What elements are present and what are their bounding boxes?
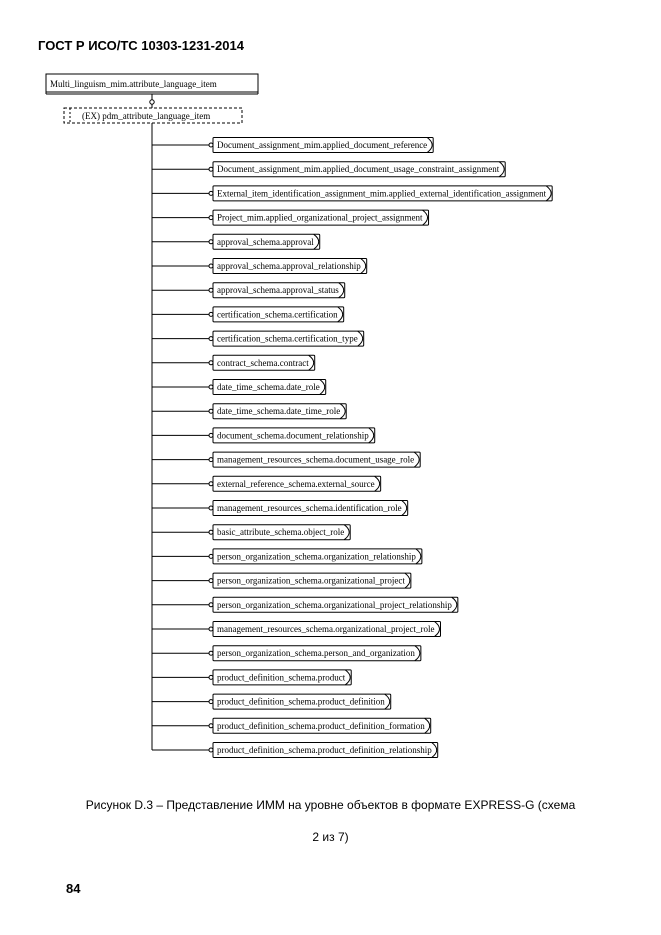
- item-label: person_organization_schema.organizational_project_relationship: [217, 599, 452, 610]
- select-item: [152, 234, 320, 249]
- select-item: [152, 573, 411, 588]
- item-label: basic_attribute_schema.object_role: [217, 527, 345, 538]
- item-label: date_time_schema.date_role: [217, 382, 320, 392]
- item-connector-circle: [209, 191, 213, 195]
- item-connector-circle: [209, 603, 213, 607]
- item-connector-circle: [209, 385, 213, 389]
- item-connector-circle: [209, 627, 213, 631]
- select-item: [152, 501, 408, 516]
- item-label: approval_schema.approval: [217, 236, 314, 247]
- select-item: [152, 307, 344, 322]
- item-label: certification_schema.certification: [217, 309, 338, 320]
- item-connector-circle: [209, 433, 213, 437]
- item-label: person_organization_schema.person_and_organization: [217, 648, 415, 659]
- select-item: [152, 210, 429, 225]
- select-item: [152, 283, 345, 298]
- select-item: [152, 331, 364, 346]
- select-item: [152, 404, 346, 419]
- item-connector-circle: [209, 143, 213, 147]
- item-label: management_resources_schema.identification_role: [217, 503, 402, 513]
- item-connector-circle: [209, 530, 213, 534]
- page-number: 84: [66, 881, 81, 896]
- item-label: date_time_schema.date_time_role: [217, 406, 341, 417]
- select-item: [152, 428, 375, 443]
- item-connector-circle: [209, 579, 213, 583]
- select-item: [152, 622, 441, 637]
- item-label: Document_assignment_mim.applied_document_reference: [217, 140, 428, 150]
- item-connector-circle: [209, 651, 213, 655]
- select-item: [152, 743, 438, 758]
- item-label: document_schema.document_relationship: [217, 430, 369, 441]
- item-connector-circle: [209, 167, 213, 171]
- select-item: [152, 452, 420, 467]
- item-label: management_resources_schema.organizational_project_role: [217, 624, 435, 634]
- root-entity-label: Multi_linguism_mim.attribute_language_item: [50, 79, 217, 89]
- item-label: Project_mim.applied_organizational_project_assignment: [217, 212, 423, 223]
- select-item: [152, 549, 422, 564]
- select-item: [152, 694, 391, 709]
- item-label: management_resources_schema.document_usage_role: [217, 454, 415, 465]
- select-item: [152, 380, 326, 395]
- item-label: Document_assignment_mim.applied_document_usage_constraint_assignment: [217, 164, 500, 175]
- select-item: [152, 259, 367, 274]
- item-connector-circle: [209, 312, 213, 316]
- root-select-connector: [150, 94, 154, 108]
- item-connector-circle: [209, 264, 213, 268]
- item-connector-circle: [209, 288, 213, 292]
- root-entity: [46, 74, 258, 94]
- item-connector-circle: [209, 675, 213, 679]
- select-item: [152, 670, 351, 685]
- select-item: [152, 718, 431, 733]
- item-label: person_organization_schema.organizational_project: [217, 575, 405, 586]
- select-item: [152, 162, 505, 177]
- item-label: product_definition_schema.product_definition_relationship: [217, 745, 432, 755]
- select-item: [152, 646, 421, 661]
- item-connector-circle: [209, 506, 213, 510]
- select-type-label: (EX) pdm_attribute_language_item: [82, 111, 211, 121]
- item-connector-circle: [209, 361, 213, 365]
- item-connector-circle: [209, 700, 213, 704]
- item-label: External_item_identification_assignment_mim.applied_external_identification_assignment: [217, 188, 547, 199]
- item-label: product_definition_schema.product_definition_formation: [217, 720, 425, 731]
- item-label: product_definition_schema.product: [217, 672, 346, 683]
- item-connector-circle: [209, 554, 213, 558]
- item-connector-circle: [209, 482, 213, 486]
- item-label: contract_schema.contract: [217, 357, 309, 368]
- item-connector-circle: [209, 724, 213, 728]
- select-item: [152, 186, 552, 201]
- document-header: ГОСТ Р ИСО/ТС 10303-1231-2014: [38, 38, 244, 53]
- select-item: [152, 525, 350, 540]
- item-connector-circle: [209, 216, 213, 220]
- figure-caption-line2: 2 из 7): [312, 830, 349, 844]
- item-connector-circle: [209, 240, 213, 244]
- figure-caption-line1: Рисунок D.3 – Представление ИММ на уровне объектов в формате EXPRESS-G (схема: [85, 798, 576, 812]
- item-label: product_definition_schema.product_definition: [217, 696, 385, 707]
- select-type: [64, 108, 242, 123]
- item-label: approval_schema.approval_status: [217, 285, 339, 296]
- item-connector-circle: [209, 458, 213, 462]
- select-item: [152, 476, 381, 491]
- item-label: person_organization_schema.organization_relationship: [217, 551, 416, 562]
- item-label: approval_schema.approval_relationship: [217, 261, 361, 271]
- item-label: external_reference_schema.external_source: [217, 478, 375, 489]
- item-label: certification_schema.certification_type: [217, 333, 358, 344]
- item-connector-circle: [209, 748, 213, 752]
- item-connector-circle: [209, 409, 213, 413]
- select-item: [152, 138, 433, 153]
- select-item: [152, 597, 458, 612]
- select-items: [152, 138, 552, 758]
- select-item: [152, 355, 315, 370]
- item-connector-circle: [209, 337, 213, 341]
